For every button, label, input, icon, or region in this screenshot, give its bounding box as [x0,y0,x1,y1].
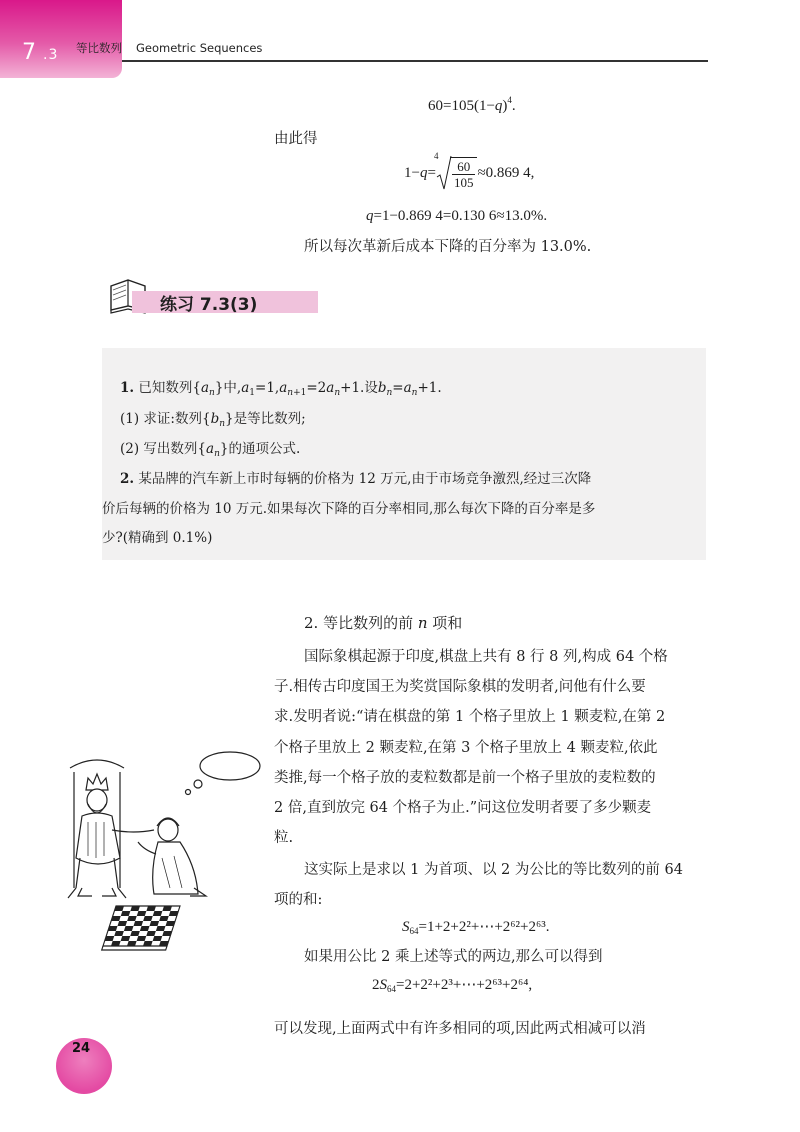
fourth-root: 4 $\frac{60}{105}$ [436,157,478,190]
exercise-title: 练习 7.3(3) [160,295,258,315]
exercise-1-part-1: (1) 求证:数列$\{b_n\}$是等比数列; [120,411,306,429]
para2-line-1: 这实际上是求以 1 为首项、以 2 为公比的等比数列的前 64 [304,862,683,878]
equation-s64: $S_{64}=1+2+2^2+\cdots+2^{62}+2^{63}$. [402,919,550,936]
header-rule [122,60,708,62]
exercise-1: 1. 已知数列$\{a_n\}$中$,a_1=1,a_{n+1}=2a_n+1$.设$b_n=a_n+1$. [120,380,442,398]
equation-2: 1−q= 4 $\frac{60}{105}$ ≈0.869 4, [404,151,535,190]
para1-line-1: 国际象棋起源于印度,棋盘上共有 8 行 8 列,构成 64 个格 [304,649,668,665]
page-number: 24 [72,1041,91,1056]
para4: 可以发现,上面两式中有许多相同的项,因此两式相减可以消 [274,1021,646,1037]
para1-line-6: 2 倍,直到放完 64 个格子为止.”问这位发明者要了多少颗麦 [274,800,652,816]
exercise-2-line-3: 少?(精确到 0.1%) [102,530,213,546]
exercise-2-line-2: 价后每辆的价格为 10 万元.如果每次下降的百分率相同,那么每次下降的百分率是多 [102,501,596,517]
para1-line-4: 个格子里放上 2 颗麦粒,在第 3 个格子里放上 4 颗麦粒,依此 [274,740,658,756]
running-header [76,40,262,56]
exercise-2-line-1: 2. 某品牌的汽车新上市时每辆的价格为 12 万元,由于市场竞争激烈,经过三次降 [120,471,592,487]
chapter-tab [0,0,122,78]
conclusion-text: 所以每次革新后成本下降的百分率为 13.0%. [304,239,592,255]
header-title-en: Geometric Sequences [136,41,263,55]
para1-line-2: 子.相传古印度国王为奖赏国际象棋的发明者,问他有什么要 [274,679,646,695]
equation-2s64: $2S_{64}=2+2^2+2^3+\cdots+2^{63}+2^{64}$, [372,977,533,994]
section-number: 7 .3 [22,40,59,65]
section-heading: 2. 等比数列的前 n 项和 [304,614,463,632]
equation-3: q=1−0.869 4=0.130 6≈13.0%. [366,208,548,224]
para1-line-3: 求.发明者说:“请在棋盘的第 1 个格子里放上 1 颗麦粒,在第 2 [274,709,666,725]
exercise-1-part-2: (2) 写出数列$\{a_n\}$的通项公式. [120,441,301,459]
equation-1: $60=105(1-q)^4$. [428,95,516,114]
para1-line-5: 类推,每一个格子放的麦粒数都是前一个格子里放的麦粒数的 [274,770,656,786]
para2-line-2: 项的和: [274,892,323,908]
header-title-cn: 等比数列 [76,41,122,55]
para3: 如果用公比 2 乘上述等式的两边,那么可以得到 [304,949,603,965]
para1-line-7: 粒. [274,830,294,846]
king-and-inventor-illustration [58,738,268,962]
therefore-text: 由此得 [274,131,318,147]
